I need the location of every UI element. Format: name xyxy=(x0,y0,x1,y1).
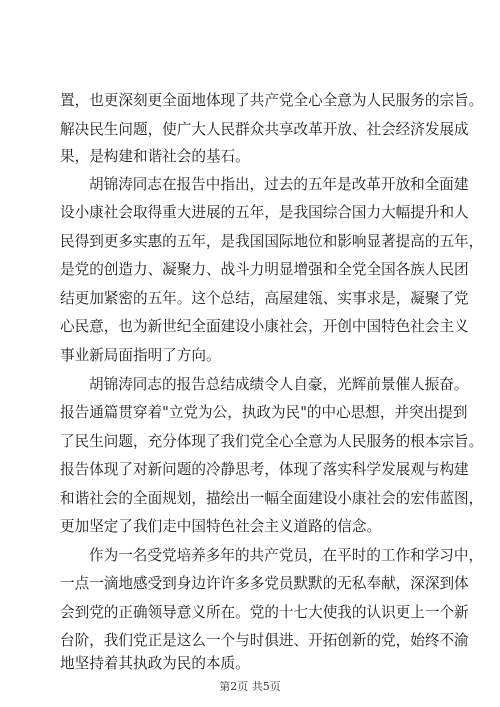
paragraph-4-line-2: 一点一滴地感受到身边许许多多党员默默的无私奉献，深深到体 xyxy=(60,575,469,592)
paragraph-4-line-4: 台阶，我们党正是这么一个与时俱进、开拓创新的党，始终不渝 xyxy=(60,632,469,649)
paragraph-2-line-4: 是党的创造力、凝聚力、战斗力明显增强和全党全国各族人民团 xyxy=(60,261,469,278)
paragraph-1-line-3: 果，是构建和谐社会的基石。 xyxy=(60,148,250,165)
paragraph-3-line-6: 更加坚定了我们走中国特色社会主义道路的信念。 xyxy=(60,518,382,535)
paragraph-2-line-5: 结更加紧密的五年。这个总结，高屋建瓴、实事求是，凝聚了党 xyxy=(60,290,469,307)
paragraph-3-line-3: 了民生问题，充分体现了我们党全心全意为人民服务的根本宗旨。 xyxy=(60,433,484,450)
paragraph-2-line-2: 设小康社会取得重大进展的五年，是我国综合国力大幅提升和人 xyxy=(60,204,469,221)
paragraph-2-line-1: 胡锦涛同志在报告中指出，过去的五年是改革开放和全面建 xyxy=(89,176,469,193)
paragraph-2-line-6: 心民意，也为新世纪全面建设小康社会，开创中国特色社会主义 xyxy=(60,318,469,335)
paragraph-4-line-1: 作为一名受党培养多年的共产党员，在平时的工作和学习中， xyxy=(89,547,484,564)
paragraph-3-line-5: 和谐社会的全面规划，描绘出一幅全面建设小康社会的宏伟蓝图， xyxy=(60,490,484,507)
paragraph-2-line-3: 民得到更多实惠的五年，是我国国际地位和影响显著提高的五年， xyxy=(60,233,484,250)
paragraph-1-line-1: 置，也更深刻更全面地体现了共产党全心全意为人民服务的宗旨。 xyxy=(60,92,484,109)
paragraph-4-line-3: 会到党的正确领导意义所在。党的十七大使我的认识更上一个新 xyxy=(60,604,469,621)
paragraph-1-line-2: 解决民生问题，使广大人民群众共享改革开放、社会经济发展成 xyxy=(60,121,469,138)
paragraph-3-line-1: 胡锦涛同志的报告总结成绩令人自豪，光辉前景催人振奋。 xyxy=(89,376,469,393)
paragraph-2-line-7: 事业新局面指明了方向。 xyxy=(60,347,221,364)
page-number-footer: 第2页 共5页 xyxy=(219,680,281,693)
paragraph-4-line-5: 地坚持着其执政为民的本质。 xyxy=(60,655,250,672)
paragraph-3-line-2: 报告通篇贯穿着"立党为公，执政为民"的中心思想，并突出提到 xyxy=(60,404,468,421)
paragraph-3-line-4: 报告体现了对新问题的冷静思考，体现了落实科学发展观与构建 xyxy=(60,461,469,478)
